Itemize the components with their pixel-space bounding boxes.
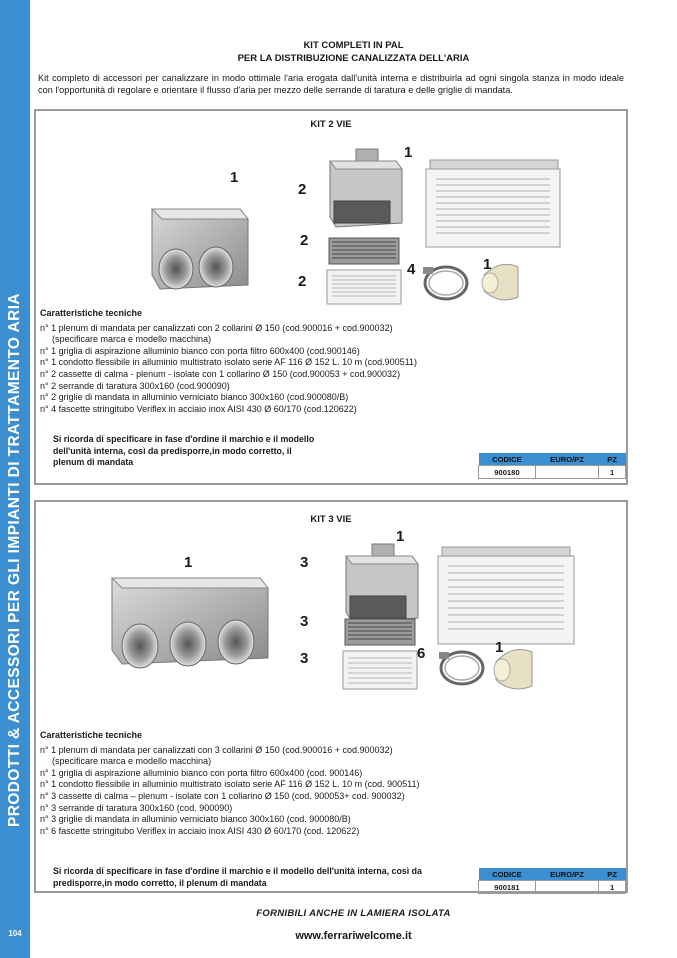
cell-qty: 1 [599,466,626,479]
spec-line: n° 3 cassette di calma – plenum - isolate con 1 collarino Ø 150 (cod. 900053+ cod. 900032) [40,790,405,801]
title-line-1: KIT COMPLETI IN PAL [303,40,404,51]
cell-code: 900181 [479,881,536,894]
spec-line: n° 2 griglie di mandata in alluminio verniciato bianco 300x160 (cod.900080/B) [40,392,349,403]
kit2-label-flex: 1 [483,256,492,273]
return-grille-image [436,546,576,646]
table-header-price: EURO/PZ [535,453,598,466]
kit3-label-box-a: 3 [300,554,309,571]
return-grille-image [424,159,562,249]
cell-price [535,466,598,479]
kit2-price-table [478,453,626,479]
sidebar-label: PRODOTTI & ACCESSORI PER GLI IMPIANTI DI TRATTAMENTO ARIA [6,292,23,828]
kit3-label-flex: 1 [495,639,504,656]
website-link[interactable]: www.ferrariwelcome.it [295,930,412,942]
footer-note: FORNIBILI ANCHE IN LAMIERA ISOLATA [256,908,451,919]
kit2-specs-title: Caratteristiche tecniche [40,308,143,318]
table-header-qty: PZ [599,453,626,466]
kit3-title: KIT 3 VIE [310,514,352,525]
clamp-image [436,646,488,690]
spec-line: n° 2 serrande di taratura 300x160 (cod.900090) [40,380,230,391]
spec-line: n° 1 plenum di mandata per canalizzati con 3 collarini Ø 150 (cod.900016 + cod.900032) [40,744,393,755]
kit3-label-box-c: 3 [300,650,309,667]
table-header-code: CODICE [479,868,536,881]
supply-grille-image [326,269,402,305]
plenum-box-image [326,147,406,231]
page-title [30,40,677,65]
kit3-label-top: 1 [396,528,405,545]
cell-qty: 1 [599,881,626,894]
spec-line: n° 1 griglia di aspirazione alluminio bianco con porta filtro 600x400 (cod. 900146) [40,767,363,778]
spec-line: n° 3 griglie di mandata in alluminio verniciato bianco 300x160 (cod. 900080/B) [40,814,351,825]
table-header-qty: PZ [599,868,626,881]
table-header-price: EURO/PZ [535,868,598,881]
table-header-code: CODICE [479,453,536,466]
spec-line: n° 2 cassette di calma - plenum - isolate con 1 collarino Ø 150 (cod.900053 + cod.900032) [40,368,401,379]
damper-image [328,237,400,265]
title-line-2: PER LA DISTRIBUZIONE CANALIZZATA DELL'ARIA [237,52,470,64]
kit3-price-table [478,868,626,894]
clamp-image [420,261,472,305]
damper-image [344,618,416,646]
spec-line: n° 6 fascette stringitubo Veriflex in acciaio inox AISI 430 Ø 60/170 (cod. 120622) [40,825,360,836]
kit2-specs [40,308,417,415]
table-row [479,881,626,894]
cell-code: 900180 [479,466,536,479]
intro-paragraph: Kit completo di accessori per canalizzare in modo ottimale l'aria erogata dall'unità interna e distribuirla ad ogni singola stanza in modo ideale con l'opportunità di regolare e orientare il flusso d'aria per mezzo delle serrande di taratura e delle griglie di mandata. [38,73,624,95]
kit3-specs [40,730,419,837]
sidebar [0,0,30,958]
kit2-label-box-c: 2 [298,273,307,290]
kit3-label-plenum: 1 [184,554,193,571]
supply-grille-image [342,650,418,690]
kit3-panel [34,500,628,893]
kit3-order-note: Si ricorda di specificare in fase d'ordine il marchio e il modello dell'unità interna, così da predisporre,in modo corretto, il plenum di mandata [53,866,422,888]
spec-line: n° 1 condotto flessibile in alluminio multistrato isolato serie AF 116 Ø 152 L. 10 m (cod.900511) [40,357,417,368]
kit2-label-clamps: 4 [407,261,416,278]
kit3-specs-title: Caratteristiche tecniche [40,730,143,740]
kit2-label-top: 1 [404,144,413,161]
kit3-label-box-b: 3 [300,613,309,630]
plenum-box-image [342,542,422,626]
spec-line: n° 1 griglia di aspirazione alluminio bianco con porta filtro 600x400 (cod.900146) [40,345,360,356]
kit2-label-box-a: 2 [298,181,307,198]
spec-line: (specificare marca e modello macchina) [52,334,212,345]
kit3-label-clamps: 6 [417,645,426,662]
kit2-label-plenum: 1 [230,169,239,186]
cell-price [535,881,598,894]
spec-line: n° 3 serrande di taratura 300x160 (cod. 900090) [40,802,233,813]
plenum-3-ways-image [102,574,272,672]
kit2-order-note: Si ricorda di specificare in fase d'ordine il marchio e il modello dell'unità interna, così da predisporre,in modo corretto, il plenum di mandata [53,434,315,467]
plenum-2-ways-image [144,205,254,297]
page-number: 104 [8,929,22,938]
spec-line: n° 1 plenum di mandata per canalizzati con 2 collarini Ø 150 (cod.900016 + cod.900032) [40,322,393,333]
spec-line: (specificare marca e modello macchina) [52,756,212,767]
kit2-label-box-b: 2 [300,232,309,249]
spec-line: n° 1 condotto flessibile in alluminio multistrato isolato serie AF 116 Ø 152 L. 10 m (cod. 900511) [40,779,420,790]
kit2-panel [34,109,628,485]
table-row [479,466,626,479]
kit2-title: KIT 2 VIE [310,119,352,130]
spec-line: n° 4 fascette stringitubo Veriflex in acciaio inox AISI 430 Ø 60/170 (cod.120622) [40,403,357,414]
